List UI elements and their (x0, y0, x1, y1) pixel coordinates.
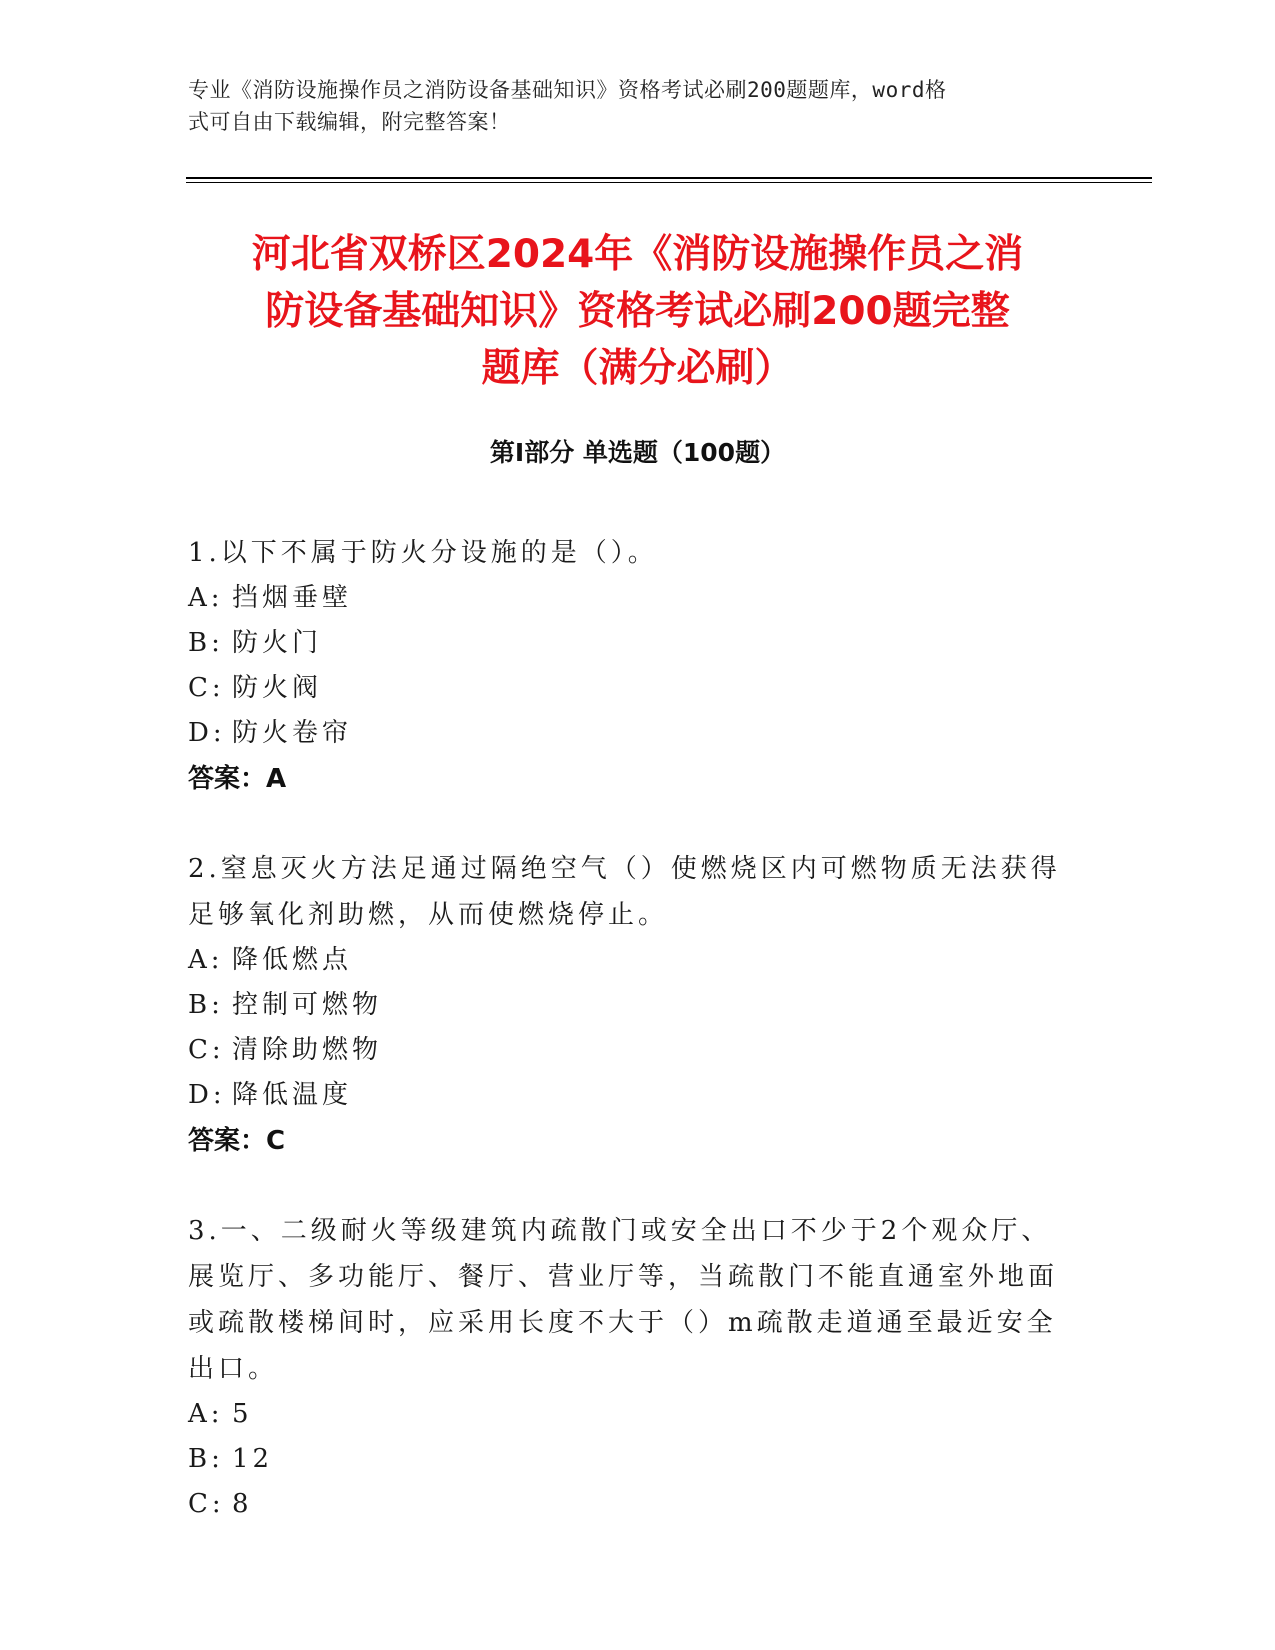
option-text: 防火门 (232, 628, 323, 658)
option-text: 降低燃点 (232, 945, 353, 975)
option-b (188, 621, 1068, 666)
option-c (188, 1028, 1068, 1073)
option-text: 挡烟垂壁 (232, 583, 353, 613)
option-a (188, 1392, 1068, 1437)
question-3 (188, 1208, 1068, 1527)
document-title-line-3: 题库（满分必刷） (481, 346, 794, 391)
question-stem: 2.窒息灭火方法足通过隔绝空气（）使燃烧区内可燃物质无法获得足够氧化剂助燃，从而使燃烧停止。 (188, 854, 1061, 930)
option-text: 12 (232, 1444, 274, 1474)
option-text: 清除助燃物 (232, 1035, 383, 1065)
option-letter: C: (188, 673, 225, 703)
option-c (188, 666, 1068, 711)
option-b (188, 983, 1068, 1028)
option-a (188, 576, 1068, 621)
option-text: 防火卷帘 (232, 718, 353, 748)
option-letter: B: (188, 1444, 224, 1474)
answer: 答案：C (188, 1126, 286, 1156)
option-a (188, 938, 1068, 983)
option-letter: A: (188, 1399, 224, 1429)
header-divider-thick (186, 177, 1152, 179)
document-title-line-1: 河北省双桥区2024年《消防设施操作员之消 (251, 232, 1024, 277)
option-d (188, 711, 1068, 756)
document-title-line-2: 防设备基础知识》资格考试必刷200题完整 (265, 289, 1010, 334)
header-note (188, 74, 1068, 138)
header-divider-thin (186, 182, 1152, 183)
option-text: 降低温度 (232, 1080, 353, 1110)
option-c (188, 1482, 1068, 1527)
question-stem: 3.一、二级耐火等级建筑内疏散门或安全出口不少于2个观众厅、展览厅、多功能厅、餐厅、营业厅等，当疏散门不能直通室外地面或疏散楼梯间时，应采用长度不大于（）m疏散走道通至最近安全出口。 (188, 1216, 1059, 1384)
option-letter: B: (188, 990, 224, 1020)
option-text: 防火阀 (232, 673, 323, 703)
option-text: 控制可燃物 (232, 990, 383, 1020)
answer: 答案：A (188, 764, 287, 794)
header-note-line-2: 式可自由下载编辑，附完整答案！ (188, 110, 511, 134)
option-letter: D: (188, 1080, 226, 1110)
option-letter: A: (188, 945, 224, 975)
option-d (188, 1073, 1068, 1118)
question-1 (188, 530, 1068, 802)
question-2 (188, 846, 1068, 1164)
option-letter: D: (188, 718, 226, 748)
option-letter: A: (188, 583, 224, 613)
option-text: 5 (232, 1399, 253, 1429)
section-title: 第Ⅰ部分 单选题（100题） (489, 438, 786, 467)
option-letter: C: (188, 1035, 225, 1065)
document-title (160, 226, 1115, 397)
option-letter: B: (188, 628, 224, 658)
option-text: 8 (232, 1489, 253, 1519)
question-stem: 1.以下不属于防火分设施的是（）。 (188, 538, 658, 568)
option-letter: C: (188, 1489, 225, 1519)
option-b (188, 1437, 1068, 1482)
question-list (188, 530, 1068, 1571)
header-note-line-1: 专业《消防设施操作员之消防设备基础知识》资格考试必刷200题题库，word格 (188, 78, 947, 102)
